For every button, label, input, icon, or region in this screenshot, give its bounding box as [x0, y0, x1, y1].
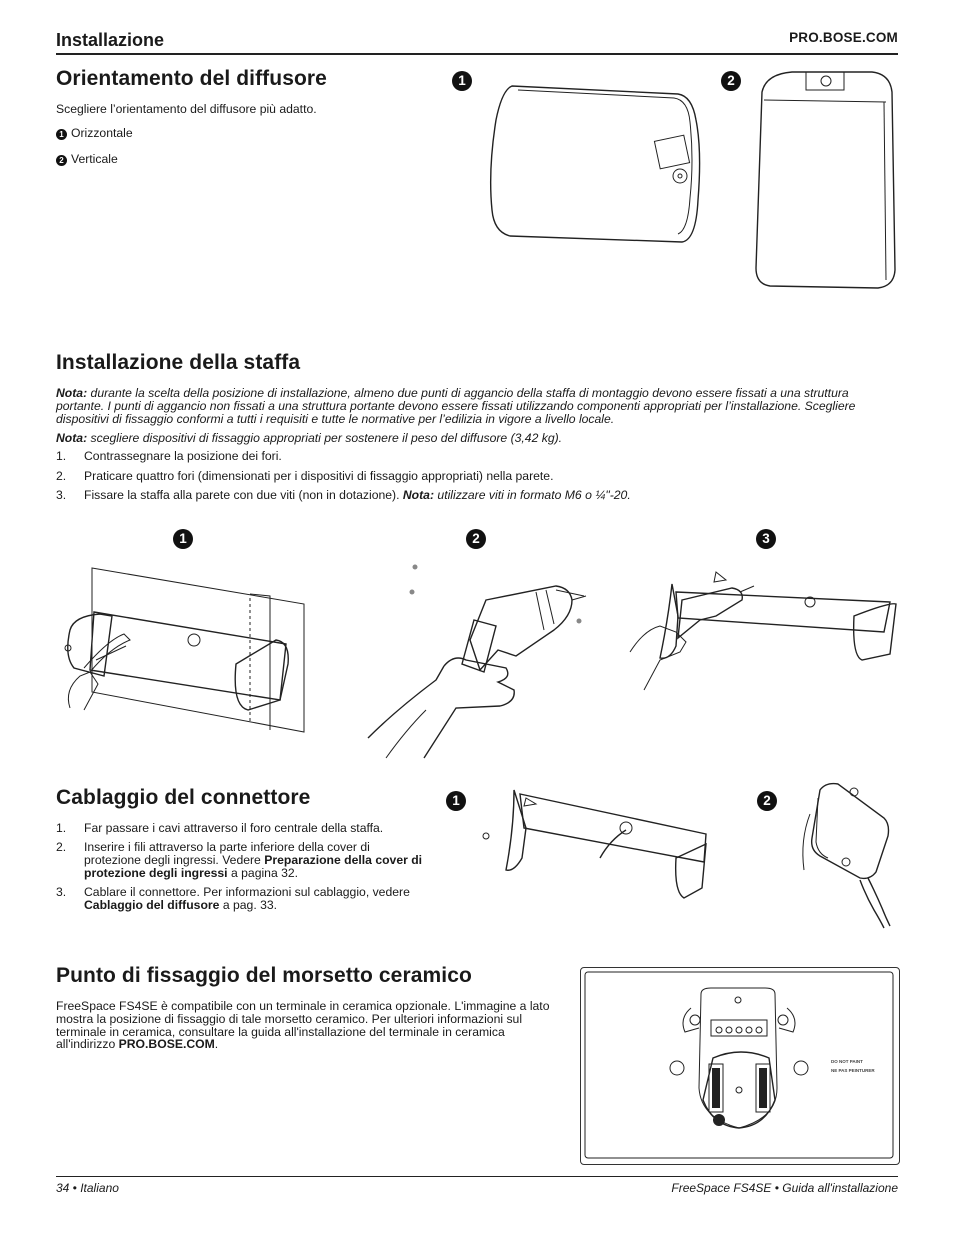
bracket-note-1 — [56, 387, 898, 425]
orientation-title: Orientamento del diffusore — [56, 67, 327, 90]
step-number: 2. — [56, 469, 67, 483]
footer-page: 34 • Italiano — [56, 1181, 119, 1195]
footer-rule — [56, 1176, 898, 1177]
bracket-marking-illustration — [60, 560, 320, 760]
note-text: durante la scelta della posizione di installazione, almeno due punti di aggancio della staffa di montaggio devono essere fissati a una struttura portante. I punti di aggancio non fissati a una struttura portante devono essere fissati utilizzando componenti appropriati per l’installazione. Scegliere dispositivi di fissaggio conformi a tutti i requisiti e tutte le normative per l’edilizia in vigore a livello locale. — [56, 386, 856, 426]
step-3-note-text: utilizzare viti in formato M6 o ¼"-20. — [437, 488, 631, 502]
orientation-intro: Scegliere l’orientamento del diffusore più adatto. — [56, 102, 317, 116]
cable-routing-illustration — [470, 788, 730, 908]
callout-bracket-2: 2 — [466, 529, 486, 549]
option-horizontal-label: Orizzontale — [71, 126, 133, 140]
option-number-2: 2 — [56, 155, 67, 166]
option-horizontal — [56, 127, 133, 140]
header-rule — [56, 53, 898, 55]
drilling-illustration — [366, 560, 606, 760]
option-number-1: 1 — [56, 129, 67, 140]
ceramic-body — [56, 1000, 562, 1051]
step-2-link[interactable]: Preparazione della cover di protezione degli ingressi — [84, 852, 423, 880]
step-number: 3. — [56, 488, 67, 502]
callout-wiring-1: 1 — [446, 791, 466, 811]
step-text: Contrassegnare la posizione dei fori. — [84, 449, 282, 463]
note-text: scegliere dispositivi di fissaggio appropriati per sostenere il peso del diffusore (3,42 kg). — [90, 431, 563, 445]
callout-bracket-1: 1 — [173, 529, 193, 549]
step-text: Far passare i cavi attraverso il foro centrale della staffa. — [84, 821, 384, 835]
ceramic-text: FreeSpace FS4SE è compatibile con un terminale in ceramica opzionale. L'immagine a lato mostra la posizione di fissaggio di tale morsetto ceramico. Per ulteriori informazioni sul terminale in ceramica, consultare la guida all'installazione del terminale in ceramica all'indirizzo — [56, 999, 550, 1052]
callout-wiring-2: 2 — [757, 791, 777, 811]
step-text — [84, 489, 631, 502]
option-vertical-label: Verticale — [71, 152, 118, 166]
ceramic-title: Punto di fissaggio del morsetto ceramico — [56, 964, 472, 987]
step-3-text-a: Cablare il connettore. Per informazioni sul cablaggio, vedere — [84, 885, 410, 899]
callout-orientation-2: 2 — [721, 71, 741, 91]
step-3-text-b: a pag. 33. — [222, 897, 278, 912]
step-3-note-label: Nota: — [402, 488, 435, 502]
ceramic-link[interactable]: PRO.BOSE.COM — [118, 1037, 215, 1052]
ceramic-text-end: . — [214, 1037, 219, 1052]
step-number: 1. — [56, 821, 67, 835]
input-cover-illustration — [790, 780, 900, 930]
step-2-text-a: Inserire i fili attraverso la parte inferiore della cover di protezione degli ingressi. Vedere — [84, 840, 370, 867]
do-not-paint-label-2: NE PAS PEINTURER — [831, 1068, 875, 1073]
site-url[interactable]: PRO.BOSE.COM — [789, 30, 898, 45]
step-number: 2. — [56, 840, 67, 854]
note-label: Nota: — [56, 386, 88, 400]
footer-title: FreeSpace FS4SE • Guida all'installazione — [671, 1181, 898, 1195]
note-label: Nota: — [56, 431, 88, 445]
do-not-paint-label-1: DO NOT PAINT — [831, 1059, 863, 1064]
option-vertical — [56, 153, 118, 166]
step-3-link[interactable]: Cablaggio del diffusore — [84, 897, 220, 912]
callout-orientation-1: 1 — [452, 71, 472, 91]
ceramic-terminal-drawing — [581, 968, 899, 1164]
step-number: 3. — [56, 885, 67, 899]
step-text — [84, 886, 424, 912]
wiring-title: Cablaggio del connettore — [56, 786, 311, 809]
step-number: 1. — [56, 449, 67, 463]
step-2-text-b: a pagina 32. — [230, 865, 299, 880]
speaker-horizontal-illustration — [482, 80, 722, 250]
callout-bracket-3: 3 — [756, 529, 776, 549]
section-header: Installazione — [56, 30, 165, 50]
step-3-main: Fissare la staffa alla parete con due viti (non in dotazione). — [84, 488, 400, 502]
ceramic-terminal-illustration — [580, 967, 900, 1165]
speaker-vertical-illustration — [752, 70, 902, 290]
bracket-note-2 — [56, 432, 898, 445]
fixing-illustration — [620, 560, 900, 710]
bracket-title: Installazione della staffa — [56, 351, 301, 374]
step-text: Praticare quattro fori (dimensionati per i dispositivi di fissaggio appropriati) nella parete. — [84, 469, 554, 483]
step-text — [84, 841, 424, 879]
